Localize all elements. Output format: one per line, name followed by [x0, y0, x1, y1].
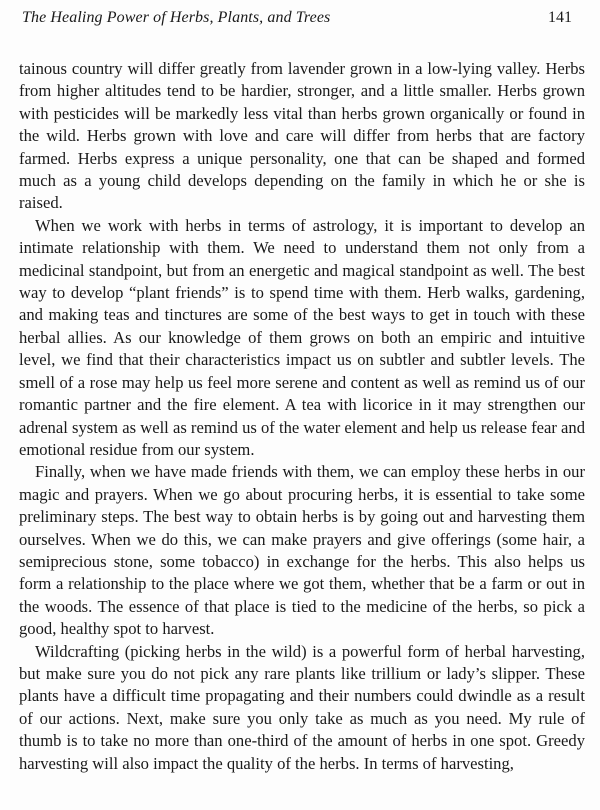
- paragraph: Finally, when we have made friends with them, we can employ these herbs in our magic and prayers. When we go about procuring herbs, it is essential to take some preliminary steps. The best way to obtain herbs is by going out and harvesting them ourselves. When we do this, we can make prayers and give offerings (some hair, a semiprecious stone, some tobacco) in exchange for the herbs. This also helps us form a relationship to the place where we got them, whether that be a farm or out in the woods. The essence of that place is tied to the medicine of the herbs, so pick a good, healthy spot to harvest.: [19, 462, 585, 639]
- running-header: [22, 9, 572, 35]
- page-number: 141: [548, 9, 572, 26]
- running-head-title: The Healing Power of Herbs, Plants, and Trees: [22, 9, 331, 26]
- paragraph: Wildcrafting (picking herbs in the wild) is a powerful form of herbal harvesting, but make sure you do not pick any rare plants like trillium or lady’s slipper. These plants have a difficult time propagating and their numbers could dwindle as a result of our actions. Next, make sure you only take as much as you need. My rule of thumb is to take no more than one-third of the amount of herbs in one spot. Greedy harvesting will also impact the quality of the herbs. In terms of harvesting,: [19, 641, 585, 773]
- paragraph-continued: tainous country will differ greatly from lavender grown in a low-lying valley. Herbs from higher altitudes tend to be hardier, stronger, and a little smaller. Herbs grown with pesticides will be markedly less vital than herbs grown organically or found in the wild. Herbs grown with love and care will differ from herbs that are factory farmed. Herbs express a unique personality, one that can be shaped and formed much as a young child develops depending on the family in which he or she is raised.: [19, 59, 585, 213]
- scan-edge-fade: [0, 470, 18, 810]
- body-text: [19, 58, 585, 775]
- paragraph: When we work with herbs in terms of astrology, it is important to develop an intimate relationship with them. We need to understand them not only from a medicinal standpoint, but from an energetic and magical standpoint as well. The best way to develop “plant friends” is to spend time with them. Herb walks, gardening, and making teas and tinctures are some of the best ways to get in touch with these herbal allies. As our knowledge of them grows on both an empiric and intuitive level, we find that their characteristics impact us on subtler and subtler levels. The smell of a rose may help us feel more serene and content as well as remind us of our romantic partner and the fire element. A tea with licorice in it may strengthen our adrenal system as well as remind us of the water element and help us release fear and emotional residue from our system.: [19, 215, 585, 459]
